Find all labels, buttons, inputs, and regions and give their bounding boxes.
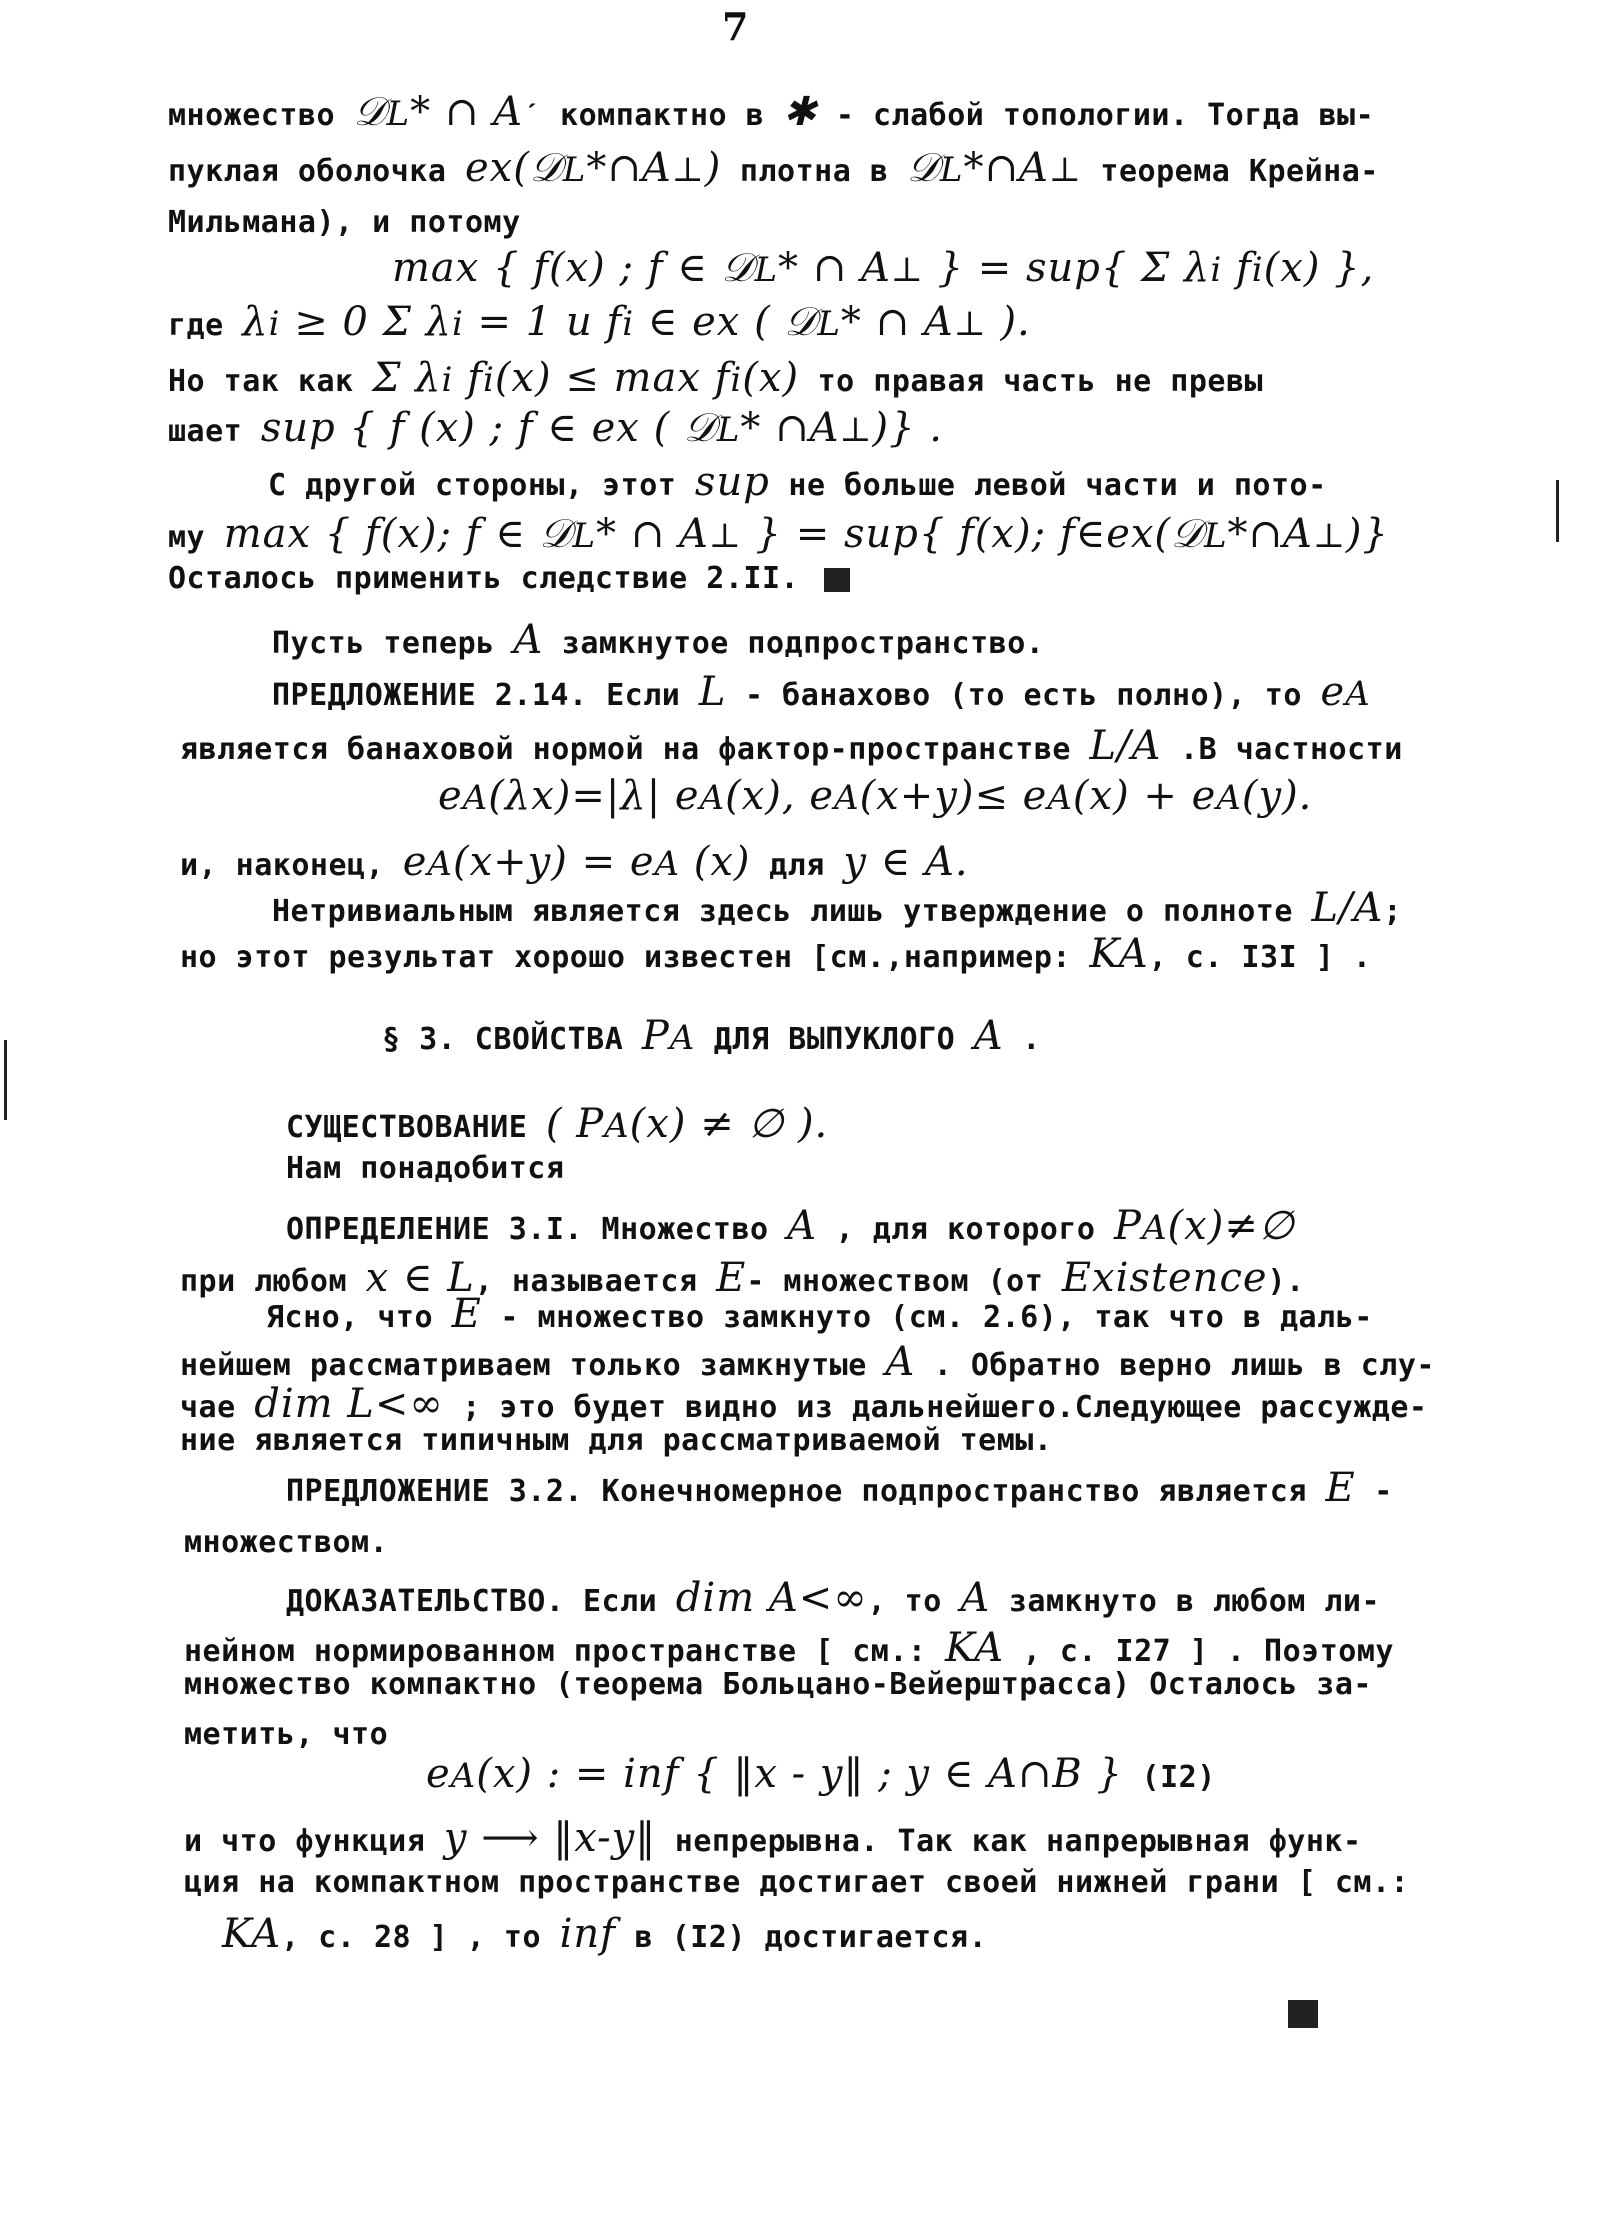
text-fragment: где — [168, 308, 243, 343]
text-line — [168, 89, 1375, 135]
end-of-proof-mark — [824, 568, 850, 592]
text-line — [266, 1291, 1373, 1337]
math-fragment: e — [1320, 669, 1346, 715]
math-fragment: *∩A — [1227, 511, 1313, 557]
math-fragment: (x)≠∅ — [1167, 1203, 1295, 1249]
math-fragment: ). — [986, 299, 1031, 345]
math-fragment: Existence — [1061, 1255, 1268, 1301]
math-fragment: ex(𝒟 — [464, 145, 563, 191]
math-fragment: A — [787, 1203, 818, 1249]
text-fragment: Пусть теперь — [272, 626, 514, 661]
text-fragment: для — [750, 848, 844, 883]
text-line — [272, 669, 1371, 715]
math-fragment: L — [939, 150, 964, 190]
text-fragment: и, наконец, — [180, 848, 403, 883]
math-fragment: * ∩ A — [840, 299, 954, 345]
math-fragment: *∩A — [963, 145, 1049, 191]
math-fragment: (x) }, — [1263, 245, 1375, 291]
math-fragment: dim L<∞ — [254, 1381, 444, 1427]
text-fragment: непрерывна. Так как напрерывная функ- — [656, 1824, 1362, 1859]
text-fragment: .В частности — [1161, 732, 1403, 767]
math-fragment: e — [438, 773, 463, 819]
text-line — [286, 1465, 1393, 1511]
text-line — [168, 355, 1264, 401]
math-fragment: A — [513, 617, 544, 663]
text-line — [184, 1525, 389, 1560]
math-fragment: A — [1047, 778, 1073, 818]
text-line — [184, 1815, 1362, 1861]
text-line — [180, 723, 1403, 769]
math-fragment: E — [451, 1291, 482, 1337]
math-fragment: * ∩ A — [596, 511, 709, 557]
text-fragment: , называется — [474, 1264, 717, 1299]
text-line — [168, 299, 1031, 345]
math-fragment: 𝒟 — [353, 89, 387, 135]
text-line — [168, 405, 943, 451]
text-line — [180, 839, 969, 885]
math-fragment: i — [441, 360, 454, 400]
math-fragment: sup — [694, 459, 770, 505]
text-fragment: СУЩЕСТВОВАНИЕ — [286, 1110, 546, 1145]
math-fragment: max { f(x); f ∈ 𝒟 — [223, 511, 573, 557]
math-fragment: i — [482, 360, 495, 400]
math-fragment: L — [572, 516, 597, 556]
math-fragment: i — [268, 304, 281, 344]
math-fragment: L/A — [1311, 885, 1384, 931]
text-line — [392, 245, 1375, 291]
math-fragment: Σ λ — [372, 355, 442, 401]
math-fragment: L/A — [1089, 723, 1162, 769]
math-fragment: i — [1251, 250, 1264, 290]
math-fragment: ⊥ — [890, 250, 924, 290]
text-fragment: , то — [867, 1584, 961, 1619]
math-fragment: ✱ — [782, 89, 818, 135]
math-fragment: (x) + e — [1072, 773, 1217, 819]
text-fragment: не больше левой части и пото- — [769, 468, 1327, 503]
text-fragment: замкнуто в любом ли- — [990, 1584, 1381, 1619]
text-fragment: - множество замкнуто (см. 2.6), так что в даль- — [481, 1300, 1373, 1335]
text-line — [184, 1717, 389, 1752]
text-fragment: ; — [1383, 894, 1402, 929]
text-fragment: нейшем рассматриваем только замкнутые — [180, 1348, 886, 1383]
text-fragment: § 3. СВОЙСТВА — [382, 1022, 642, 1057]
text-fragment: в (I2) достигается. — [615, 1920, 988, 1955]
math-fragment: f — [453, 355, 483, 401]
math-fragment: y ⟶ ‖x-y‖ — [443, 1815, 657, 1861]
text-line — [222, 1911, 988, 1957]
text-fragment: метить, что — [184, 1717, 389, 1752]
math-fragment: A — [885, 1339, 916, 1385]
text-fragment: множество — [168, 98, 354, 133]
page-number: 7 — [722, 4, 749, 49]
text-fragment: С другой стороны, этот — [268, 468, 695, 503]
text-fragment: Мильмана), и потому — [168, 205, 521, 240]
math-fragment: (x) — [680, 839, 751, 885]
text-line — [168, 205, 521, 240]
math-fragment: } = sup{ Σ λ — [923, 245, 1211, 291]
text-fragment: ). — [1267, 1264, 1305, 1299]
text-line — [286, 1101, 829, 1147]
math-fragment: ∈ ex ( 𝒟 — [634, 299, 818, 345]
text-fragment: . — [1003, 1022, 1041, 1057]
math-fragment: * ∩ A — [778, 245, 891, 291]
math-fragment: e — [426, 1751, 451, 1797]
math-fragment: L — [817, 304, 841, 344]
math-fragment: = 1 и f — [463, 299, 623, 345]
math-fragment: max { f(x) ; f ∈ 𝒟 — [392, 245, 755, 291]
math-fragment: i — [451, 304, 464, 344]
text-fragment: множество компактно (теорема Больцано-Вейерштрасса) Осталось за- — [184, 1667, 1372, 1702]
text-fragment: ОПРЕДЕЛЕНИЕ 3.I. Множество — [286, 1212, 788, 1247]
text-fragment: ДЛЯ ВЫПУКЛОГО — [695, 1022, 974, 1057]
text-line — [268, 459, 1327, 505]
text-line — [168, 511, 1389, 557]
text-fragment: Ясно, что — [266, 1300, 452, 1335]
math-fragment: ) — [704, 145, 722, 191]
math-fragment: L — [386, 94, 411, 134]
text-fragment: ние является типичным для рассматриваемой темы. — [180, 1423, 1053, 1458]
text-fragment: , для которого — [817, 1212, 1115, 1247]
text-fragment: при любом — [180, 1264, 366, 1299]
text-fragment: ПРЕДЛОЖЕНИЕ 2.14. Если — [272, 678, 699, 713]
math-fragment: L — [562, 150, 587, 190]
math-fragment: L — [698, 669, 727, 715]
text-line — [168, 145, 1379, 191]
math-fragment: A — [604, 1106, 630, 1146]
math-fragment: (x+y)≤ e — [859, 773, 1048, 819]
math-fragment: A — [699, 778, 726, 818]
text-fragment: шает — [168, 414, 261, 449]
math-fragment: λ — [242, 299, 269, 345]
math-fragment: ⊥ — [1048, 150, 1082, 190]
text-line — [180, 1255, 1305, 1301]
text-fragment: му — [168, 520, 224, 555]
text-line — [272, 617, 1045, 663]
text-fragment: то правая часть не превы — [799, 364, 1264, 399]
text-line — [180, 931, 1372, 977]
math-fragment: ⊥ — [671, 150, 705, 190]
math-fragment: (x+y) = e — [452, 839, 655, 885]
text-line — [286, 1151, 565, 1186]
text-fragment: плотна в — [721, 154, 907, 189]
math-fragment: (λx)=|λ| e — [488, 773, 700, 819]
text-line — [184, 1625, 1394, 1671]
math-fragment: *∩A — [586, 145, 672, 191]
math-fragment: ⊥ — [708, 516, 742, 556]
math-fragment: A — [973, 1013, 1004, 1059]
math-fragment: x ∈ L — [365, 1255, 475, 1301]
text-fragment: теорема Крейна- — [1081, 154, 1379, 189]
text-fragment: но этот результат хорошо известен [см.,например: — [180, 940, 1090, 975]
text-fragment: Нам понадобится — [286, 1151, 565, 1186]
text-fragment: замкнутое подпространство. — [543, 626, 1045, 661]
math-fragment: i — [730, 360, 743, 400]
math-fragment: f — [1222, 245, 1252, 291]
text-fragment: , с. I27 ] . Поэтому — [1004, 1634, 1394, 1669]
math-fragment: } = sup{ f(x); f∈ex(𝒟 — [741, 511, 1204, 557]
math-fragment: KA — [222, 1911, 282, 1957]
math-fragment: (x) ≠ ∅ ). — [629, 1101, 829, 1147]
text-fragment: (I2) — [1122, 1760, 1216, 1795]
math-fragment: L — [1203, 516, 1228, 556]
text-line — [184, 1865, 1410, 1900]
math-fragment: ≥ 0 Σ λ — [280, 299, 452, 345]
text-fragment: - — [1355, 1474, 1393, 1509]
margin-mark — [4, 1040, 7, 1120]
text-fragment: является банаховой нормой на фактор-пространстве — [180, 732, 1090, 767]
text-line — [426, 1751, 1216, 1797]
text-line — [382, 1013, 1041, 1059]
math-fragment: * ∩A — [740, 405, 840, 451]
text-line — [180, 1381, 1428, 1427]
text-line — [272, 885, 1402, 931]
math-fragment: (y). — [1241, 773, 1313, 819]
text-fragment: ˊ компактно в — [522, 98, 783, 133]
math-fragment: L — [716, 410, 741, 450]
math-fragment: KA — [1089, 931, 1149, 977]
text-fragment: Осталось применить следствие 2.II. — [168, 561, 818, 596]
end-of-proof-mark — [1288, 2000, 1318, 2028]
math-fragment: sup { f (x) ; f ∈ ex ( 𝒟 — [260, 405, 717, 451]
math-fragment: dim A<∞ — [675, 1575, 868, 1621]
math-fragment: i — [1210, 250, 1223, 290]
math-fragment: A — [669, 1018, 696, 1058]
math-fragment: A — [834, 778, 860, 818]
math-fragment: A — [462, 778, 489, 818]
math-fragment: KA — [945, 1625, 1005, 1671]
math-fragment: P — [1114, 1203, 1142, 1249]
math-fragment: y ∈ A. — [843, 839, 969, 885]
math-fragment: A — [450, 1756, 477, 1796]
math-fragment: ( P — [545, 1101, 605, 1147]
text-fragment: ; это будет видно из дальнейшего.Следующее рассужде- — [443, 1390, 1428, 1425]
text-fragment: ция на компактном пространстве достигает своей нижней грани [ см.: — [184, 1865, 1410, 1900]
text-fragment: пуклая оболочка — [168, 154, 465, 189]
text-line — [168, 561, 850, 596]
text-fragment: Но так как — [168, 364, 373, 399]
math-fragment: (x) : = inf { ‖x - y‖ ; y ∈ A∩B } — [476, 1751, 1123, 1797]
text-fragment: , с. 28 ] , то — [281, 1920, 560, 1955]
text-line — [438, 773, 1313, 819]
text-fragment: - множеством (от — [746, 1264, 1062, 1299]
text-fragment: ПРЕДЛОЖЕНИЕ 3.2. Конечномерное подпространство является — [286, 1474, 1326, 1509]
math-fragment: ⊥ — [839, 410, 873, 450]
math-fragment: A — [427, 844, 453, 884]
math-fragment: * ∩ A — [410, 89, 523, 135]
text-line — [286, 1203, 1295, 1249]
text-fragment: , с. I3I ] . — [1148, 940, 1372, 975]
math-fragment: E — [1325, 1465, 1356, 1511]
text-fragment: - слабой топологии. Тогда вы- — [817, 98, 1375, 133]
text-fragment: чае — [180, 1390, 255, 1425]
text-fragment: нейном нормированном пространстве [ см.: — [184, 1634, 946, 1669]
text-line — [184, 1667, 1372, 1702]
math-fragment: e — [402, 839, 428, 885]
math-fragment: A — [960, 1575, 991, 1621]
math-fragment: 𝒟 — [906, 145, 940, 191]
math-fragment: E — [716, 1255, 747, 1301]
text-fragment: Нетривиальным является здесь лишь утверждение о полноте — [272, 894, 1312, 929]
math-fragment: )} — [1345, 511, 1389, 557]
math-fragment: A — [654, 844, 681, 884]
text-fragment: - банахово (то есть полно), то — [726, 678, 1321, 713]
math-fragment: (x) ≤ max f — [494, 355, 731, 401]
math-fragment: A — [1216, 778, 1242, 818]
math-fragment: )} . — [872, 405, 943, 451]
math-fragment: ⊥ — [953, 304, 987, 344]
text-fragment: ДОКАЗАТЕЛЬСТВО. Если — [286, 1584, 676, 1619]
text-line — [180, 1423, 1053, 1458]
math-fragment: A — [1141, 1208, 1168, 1248]
math-fragment: L — [754, 250, 779, 290]
math-fragment: P — [641, 1013, 670, 1059]
text-fragment: множеством. — [184, 1525, 389, 1560]
text-line — [180, 1339, 1435, 1385]
math-fragment: A — [1345, 674, 1371, 714]
math-fragment: i — [622, 304, 635, 344]
math-fragment: (x) — [742, 355, 800, 401]
margin-mark — [1556, 480, 1559, 542]
math-fragment: ⊥ — [1312, 516, 1346, 556]
text-fragment: . Обратно верно лишь в слу- — [915, 1348, 1435, 1383]
text-line — [286, 1575, 1381, 1621]
text-fragment: и что функция — [184, 1824, 444, 1859]
math-fragment: (x), e — [725, 773, 834, 819]
math-fragment: inf — [559, 1911, 616, 1957]
